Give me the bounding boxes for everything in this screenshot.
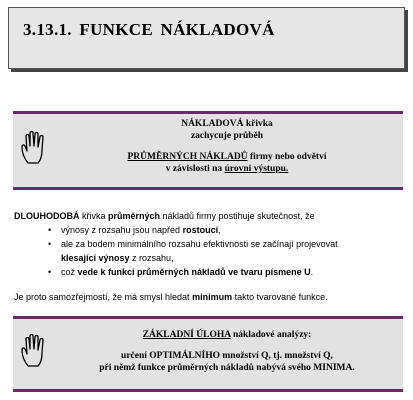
bullet-3-period: . [310, 267, 314, 277]
definition-text [57, 118, 397, 175]
minimum-term: minimum [192, 292, 233, 302]
decreasing-returns-term: klesající výnosy [61, 253, 130, 263]
intro-text-b: nákladů firmy postihuje skutečnost, že [160, 211, 315, 221]
u-shape-term: vede k funkci průměrných nákladů ve tvaru písmene U [77, 267, 311, 277]
definition-box [13, 111, 403, 190]
bullet-1-comma: , [218, 225, 221, 235]
minimum-text-a: Je proto samozřejmostí, že má smysl hledat [14, 292, 193, 302]
list-item-continuation [14, 251, 406, 265]
intro-text-a: křivka [79, 211, 109, 221]
section-heading-box [8, 7, 405, 69]
raised-hand-icon [19, 333, 53, 369]
definition-line-3 [57, 151, 397, 163]
task-text [57, 329, 397, 374]
increasing-term: rostoucí [182, 225, 219, 235]
long-run-paragraph [14, 209, 406, 279]
output-level-term: úrovni výstupu. [224, 164, 289, 174]
long-run-term: DLOUHODOBÁ [14, 211, 80, 221]
bullet-2-text: ale za bodem minimálního rozsahu efektivnosti se začínají projevovat [61, 239, 338, 249]
long-run-intro [14, 209, 406, 223]
definition-line-4-a: v závislosti na [165, 164, 225, 174]
section-title: 3.13.1. FUNKCE NÁKLADOVÁ [23, 20, 275, 39]
task-line-3: při němž funkce průměrných nákladů nabývá svého MINIMA. [99, 363, 355, 373]
bullet-list [14, 223, 406, 279]
raised-hand-icon [19, 130, 53, 166]
list-item [14, 223, 406, 237]
definition-line-4 [57, 163, 397, 175]
task-box [13, 316, 403, 392]
bullet-icon: • [48, 239, 52, 249]
bullet-icon: • [48, 225, 52, 235]
minimum-text-b: takto tvarované funkce. [232, 292, 328, 302]
bullet-3-text-a: což [61, 267, 78, 277]
task-line-1 [57, 329, 397, 341]
bullet-1-text: výnosy z rozsahu jsou napřed [61, 225, 183, 235]
definition-line-2: zachycuje průběh [190, 131, 264, 141]
bullet-2-cont-text: z rozsahu, [129, 253, 174, 263]
definition-line-1: NÁKLADOVÁ křivka [181, 119, 273, 129]
list-item [14, 265, 406, 279]
basic-task-term: ZÁKLADNÍ ÚLOHA [142, 330, 231, 340]
task-line-2: určení OPTIMÁLNÍHO množství Q, tj. množství Q, [121, 351, 333, 361]
minimum-paragraph [14, 290, 406, 304]
list-item [14, 237, 406, 251]
definition-line-3-rest: firmy nebo odvětví [247, 152, 327, 162]
average-costs-term: PRŮMĚRNÝCH NÁKLADŮ [127, 152, 248, 162]
task-line-1-rest: nákladové analýzy: [230, 330, 312, 340]
average-term: průměrných [108, 211, 161, 221]
bullet-icon: • [48, 267, 52, 277]
